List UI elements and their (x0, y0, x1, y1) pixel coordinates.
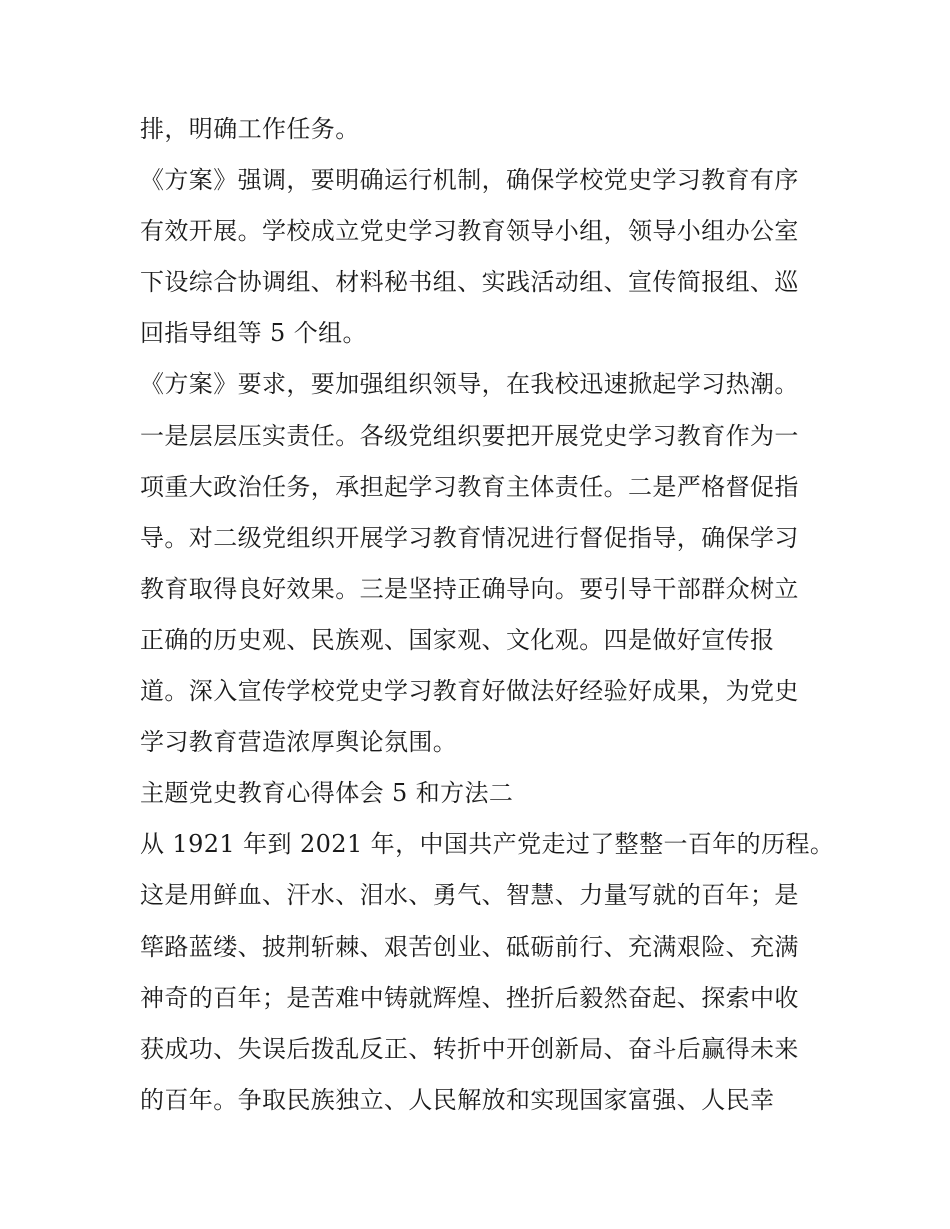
document-body (140, 104, 835, 1126)
text-line: 筚路蓝缕、披荆斩棘、艰苦创业、砥砺前行、充满艰险、充满 (140, 932, 799, 961)
text-line: 排，明确工作任务。 (140, 115, 360, 143)
section-heading: 主题党史教育心得体会 5 和方法二 (140, 779, 514, 808)
text-line: 教育取得良好效果。三是坚持正确导向。要引导干部群众树立 (140, 574, 799, 603)
text-line: 有效开展。学校成立党史学习教育领导小组，领导小组办公室 (140, 217, 799, 246)
text-line: 《方案》要求，要加强组织领导，在我校迅速掀起学习热潮。 (140, 370, 799, 399)
text-line: 这是用鲜血、汗水、泪水、勇气、智慧、力量写就的百年；是 (140, 881, 799, 910)
text-line: 获成功、失误后拨乱反正、转折中开创新局、奋斗后赢得未来 (140, 1034, 799, 1063)
text-line: 从 1921 年到 2021 年，中国共产党走过了整整一百年的历程。 (140, 830, 835, 859)
text-line: 回指导组等 5 个组。 (140, 319, 367, 348)
text-line: 的百年。争取民族独立、人民解放和实现国家富强、人民幸 (140, 1085, 775, 1114)
text-line: 下设综合协调组、材料秘书组、实践活动组、宣传简报组、巡 (140, 268, 799, 297)
text-line: 一是层层压实责任。各级党组织要把开展党史学习教育作为一 (140, 421, 799, 450)
text-line: 项重大政治任务，承担起学习教育主体责任。二是严格督促指 (140, 472, 799, 501)
text-line: 《方案》强调，要明确运行机制，确保学校党史学习教育有序 (140, 166, 799, 195)
text-line: 导。对二级党组织开展学习教育情况进行督促指导，确保学习 (140, 523, 799, 552)
text-line: 学习教育营造浓厚舆论氛围。 (140, 728, 458, 757)
text-line: 道。深入宣传学校党史学习教育好做法好经验好成果，为党史 (140, 677, 799, 706)
text-line: 正确的历史观、民族观、国家观、文化观。四是做好宣传报 (140, 625, 775, 654)
text-line: 神奇的百年；是苦难中铸就辉煌、挫折后毅然奋起、探索中收 (140, 983, 799, 1012)
